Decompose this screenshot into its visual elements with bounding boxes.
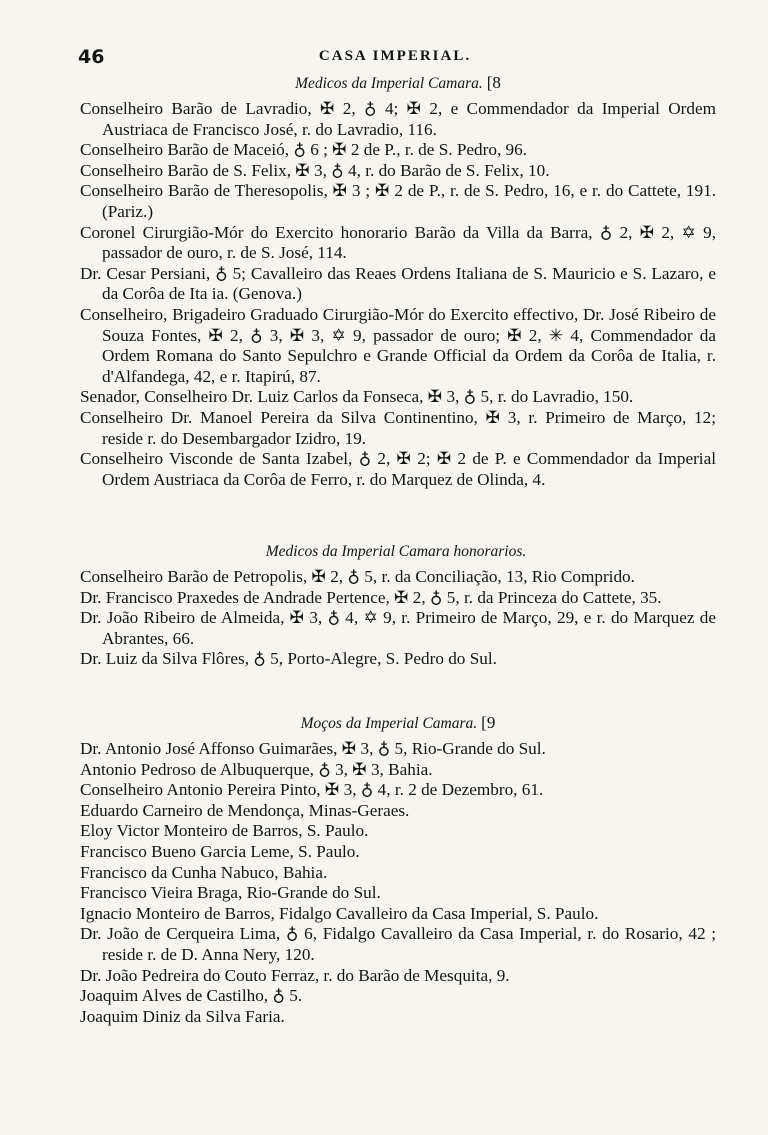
footnote-marker: [8 <box>486 73 501 92</box>
list-entry: Francisco Bueno Garcia Leme, S. Paulo. <box>80 841 360 861</box>
list-entry: Dr. João Pedreira do Couto Ferraz, r. do Barão de Mesquita, 9. <box>80 965 510 985</box>
list-entry: Conselheiro Barão de Petropolis, ✠ 2, ♁ 5, r. da Conciliação, 13, Rio Comprido. <box>80 567 635 586</box>
list-entry: Dr. João Ribeiro de Almeida, ✠ 3, ♁ 4, ✡ 9, r. Primeiro de Março, 29, e r. do Marquez de Abrantes, 66. <box>80 608 716 648</box>
list-entry: Eloy Victor Monteiro de Barros, S. Paulo. <box>80 821 369 841</box>
list-entry: Eduardo Carneiro de Mendonça, Minas-Geraes. <box>80 800 410 820</box>
section-medicos <box>80 72 716 490</box>
list-entry: Dr. Antonio José Affonso Guimarães, ✠ 3, ♁ 5, Rio-Grande do Sul. <box>80 739 546 758</box>
list-entry: Conselheiro Barão de Maceió, ♁ 6 ; ✠ 2 de P., r. de S. Pedro, 96. <box>80 140 528 160</box>
section-mocos <box>80 712 716 1027</box>
list-entry: Dr. Cesar Persiani, ♁ 5; Cavalleiro das Reaes Ordens Italiana de S. Mauricio e S. Lazaro, e da Corôa de Ita ia. (Genova.) <box>80 263 716 304</box>
list-entry: Coronel Cirurgião-Mór do Exercito honorario Barão da Villa da Barra, ♁ 2, ✠ 2, ✡ 9, passador de ouro, r. de S. José, 114. <box>80 222 716 263</box>
list-entry: Conselheiro Barão de S. Felix, ✠ 3, ♁ 4, r. do Barão de S. Felix, 10. <box>80 160 550 180</box>
list-entry: Conselheiro Barão de Lavradio, ✠ 2, ♁ 4; ✠ 2, e Commendador da Imperial Ordem Austriaca de Francisco José, r. do Lavradio, 116. <box>80 99 716 139</box>
section-heading <box>80 540 716 563</box>
section-heading <box>80 72 716 95</box>
page-header <box>78 44 712 72</box>
list-entry: Ignacio Monteiro de Barros, Fidalgo Cavalleiro da Casa Imperial, S. Paulo. <box>80 903 599 923</box>
list-entry: Joaquim Diniz da Silva Faria. <box>80 1006 285 1026</box>
list-entry: Conselheiro Visconde de Santa Izabel, ♁ 2, ✠ 2; ✠ 2 de P. e Commendador da Imperial Ordem Austriaca da Corôa de Ferro, r. do Marquez de Olinda, 4. <box>80 449 716 489</box>
running-title: CASA IMPERIAL. <box>318 48 472 64</box>
list-entry: Conselheiro, Brigadeiro Graduado Cirurgião-Mór do Exercito effectivo, Dr. José Ribeiro de Souza Fontes, ✠ 2, ♁ 3, ✠ 3, ✡ 9, passador de ouro; ✠ 2, ✳ 4, Commendador da Ordem Romana do Santo Sepulchro e Grande Official da Ordem da Corôa de Italia, r. d'Alfandega, 42, e r. Itapirú, 87. <box>80 304 716 386</box>
list-entry: Joaquim Alves de Castilho, ♁ 5. <box>80 986 303 1006</box>
section-heading-text: Medicos da Imperial Camara honorarios. <box>265 543 527 560</box>
list-entry: Conselheiro Antonio Pereira Pinto, ✠ 3, ♁ 4, r. 2 de Dezembro, 61. <box>80 780 544 800</box>
list-entry: Antonio Pedroso de Albuquerque, ♁ 3, ✠ 3, Bahia. <box>80 759 433 779</box>
section-heading-text: Moços da Imperial Camara. <box>300 715 478 732</box>
list-entry: Conselheiro Barão de Theresopolis, ✠ 3 ; ✠ 2 de P., r. de S. Pedro, 16, e r. do Cattete, 191. (Pariz.) <box>80 181 716 221</box>
page-number: 46 <box>78 46 105 68</box>
list-entry: Conselheiro Dr. Manoel Pereira da Silva Continentino, ✠ 3, r. Primeiro de Março, 12; reside r. do Desembargador Izidro, 19. <box>80 407 716 448</box>
section-heading-text: Medicos da Imperial Camara. <box>295 75 483 92</box>
list-entry: Dr. Francisco Praxedes de Andrade Pertence, ✠ 2, ♁ 5, r. da Princeza do Cattete, 35. <box>80 587 662 607</box>
section-heading <box>80 712 716 735</box>
footnote-marker: [9 <box>481 713 496 732</box>
list-entry: Francisco da Cunha Nabuco, Bahia. <box>80 862 328 882</box>
list-entry: Francisco Vieira Braga, Rio-Grande do Sul. <box>80 883 381 903</box>
section-medicos-honorarios <box>80 540 716 670</box>
list-entry: Senador, Conselheiro Dr. Luiz Carlos da Fonseca, ✠ 3, ♁ 5, r. do Lavradio, 150. <box>80 387 634 407</box>
list-entry: Dr. João de Cerqueira Lima, ♁ 6, Fidalgo Cavalleiro da Casa Imperial, r. do Rosario, 42 ; reside r. de D. Anna Nery, 120. <box>80 924 716 964</box>
list-entry: Dr. Luiz da Silva Flôres, ♁ 5, Porto-Alegre, S. Pedro do Sul. <box>80 649 497 669</box>
